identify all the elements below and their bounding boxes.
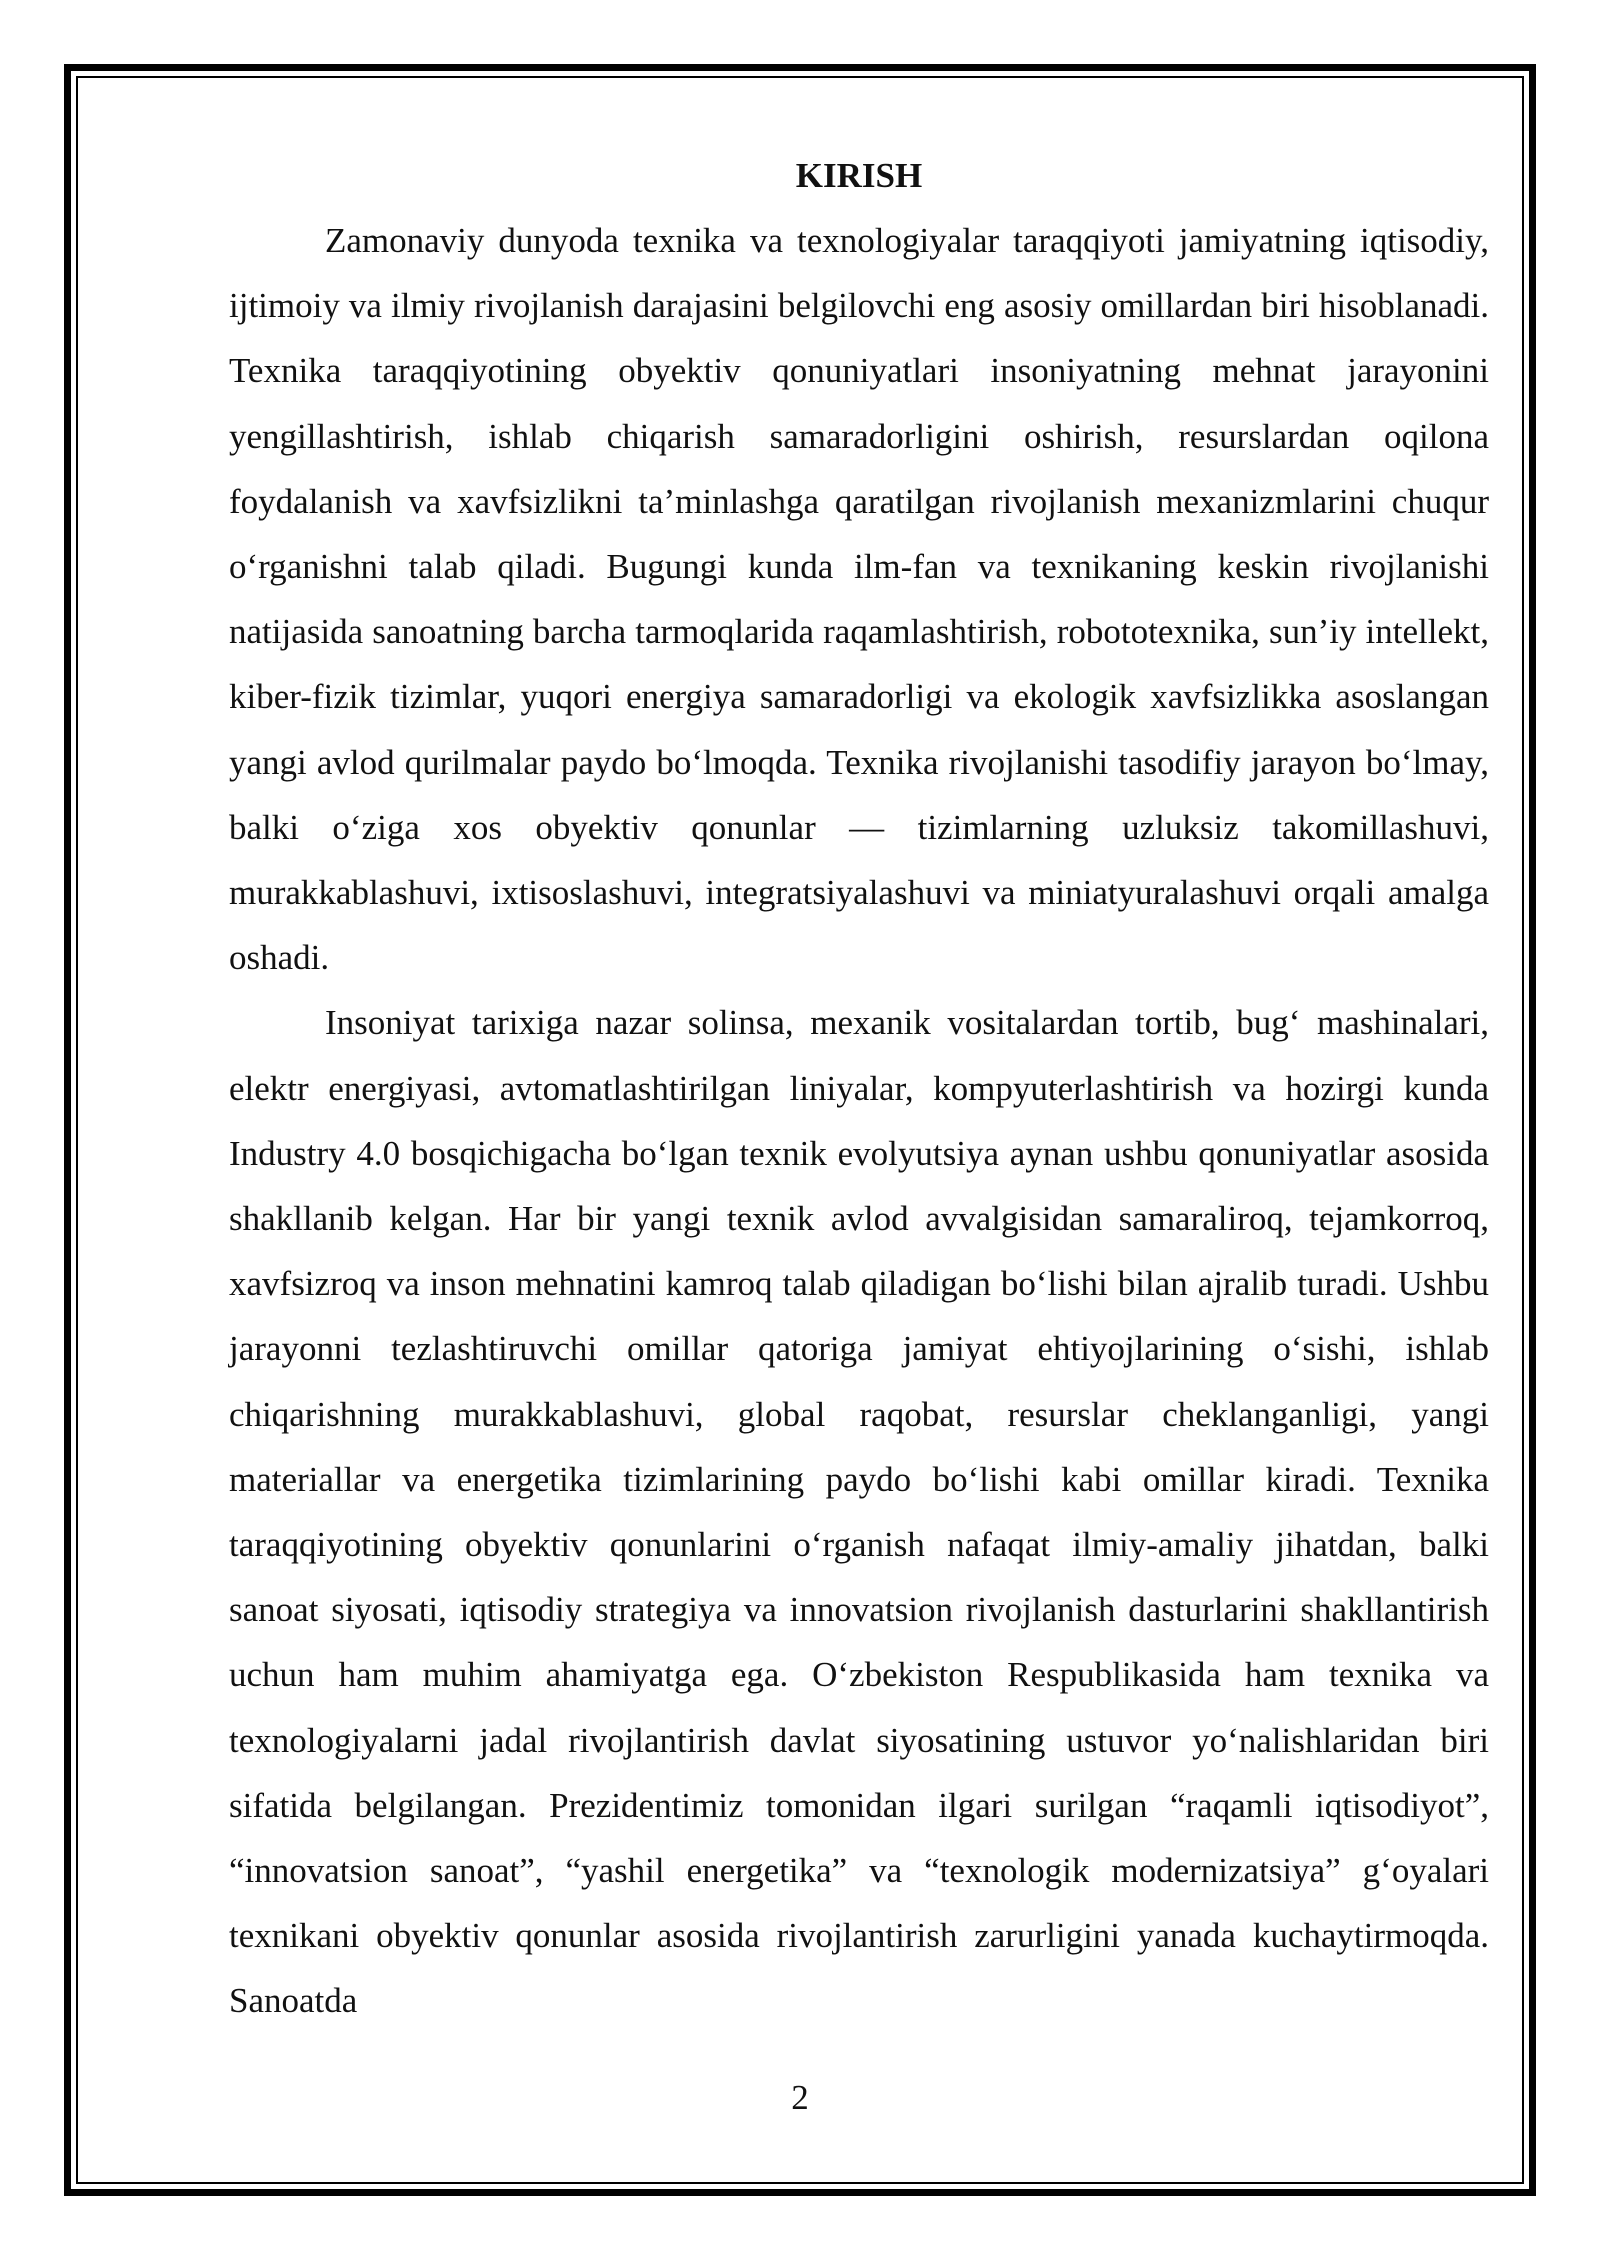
document-body bbox=[229, 150, 1489, 2034]
paragraph-1: Zamonaviy dunyoda texnika va texnologiyalar taraqqiyoti jamiyatning iqtisodiy, ijtimoiy va ilmiy rivojlanish darajasini belgilovchi eng asosiy omillardan biri hisoblanadi. Texnika taraqqiyotining obyektiv qonuniyatlari insoniyatning mehnat jarayonini yengillashtirish, ishlab chiqarish samaradorligini oshirish, resurslardan oqilona foydalanish va xavfsizlikni ta’minlashga qaratilgan rivojlanish mexanizmlarini chuqur o‘rganishni talab qiladi. Bugungi kunda ilm-fan va texnikaning keskin rivojlanishi natijasida sanoatning barcha tarmoqlarida raqamlashtirish, robototexnika, sun’iy intellekt, kiber-fizik tizimlar, yuqori energiya samaradorligi va ekologik xavfsizlikka asoslangan yangi avlod qurilmalar paydo bo‘lmoqda. Texnika rivojlanishi tasodifiy jarayon bo‘lmay, balki o‘ziga xos obyektiv qonunlar — tizimlarning uzluksiz takomillashuvi, murakkablashuvi, ixtisoslashuvi, integratsiyalashuvi va miniatyuralashuvi orqali amalga oshadi. bbox=[229, 221, 1489, 978]
page-number: 2 bbox=[791, 2078, 809, 2117]
paragraph-2: Insoniyat tarixiga nazar solinsa, mexanik vositalardan tortib, bug‘ mashinalari, elektr energiyasi, avtomatlashtirilgan liniyalar, kompyuterlashtirish va hozirgi kunda Industry 4.0 bosqichigacha bo‘lgan texnik evolyutsiya aynan ushbu qonuniyatlar asosida shakllanib kelgan. Har bir yangi texnik avlod avvalgisidan samaraliroq, tejamkorroq, xavfsizroq va inson mehnatini kamroq talab qiladigan bo‘lishi bilan ajralib turadi. Ushbu jarayonni tezlashtiruvchi omillar qatoriga jamiyat ehtiyojlarining o‘sishi, ishlab chiqarishning murakkablashuvi, global raqobat, resurslar cheklanganligi, yangi materiallar va energetika tizimlarining paydo bo‘lishi kabi omillar kiradi. Texnika taraqqiyotining obyektiv qonunlarini o‘rganish nafaqat ilmiy-amaliy jihatdan, balki sanoat siyosati, iqtisodiy strategiya va innovatsion rivojlanish dasturlarini shakllantirish uchun ham muhim ahamiyatga ega. O‘zbekiston Respublikasida ham texnika va texnologiyalarni jadal rivojlantirish davlat siyosatining ustuvor yo‘nalishlaridan biri sifatida belgilangan. Prezidentimiz tomonidan ilgari surilgan “raqamli iqtisodiyot”, “innovatsion sanoat”, “yashil energetika” va “texnologik modernizatsiya” g‘oyalari texnikani obyektiv qonunlar asosida rivojlantirish zarurligini yanada kuchaytirmoqda. Sanoatda bbox=[229, 1003, 1489, 2021]
section-title: KIRISH bbox=[795, 156, 923, 195]
